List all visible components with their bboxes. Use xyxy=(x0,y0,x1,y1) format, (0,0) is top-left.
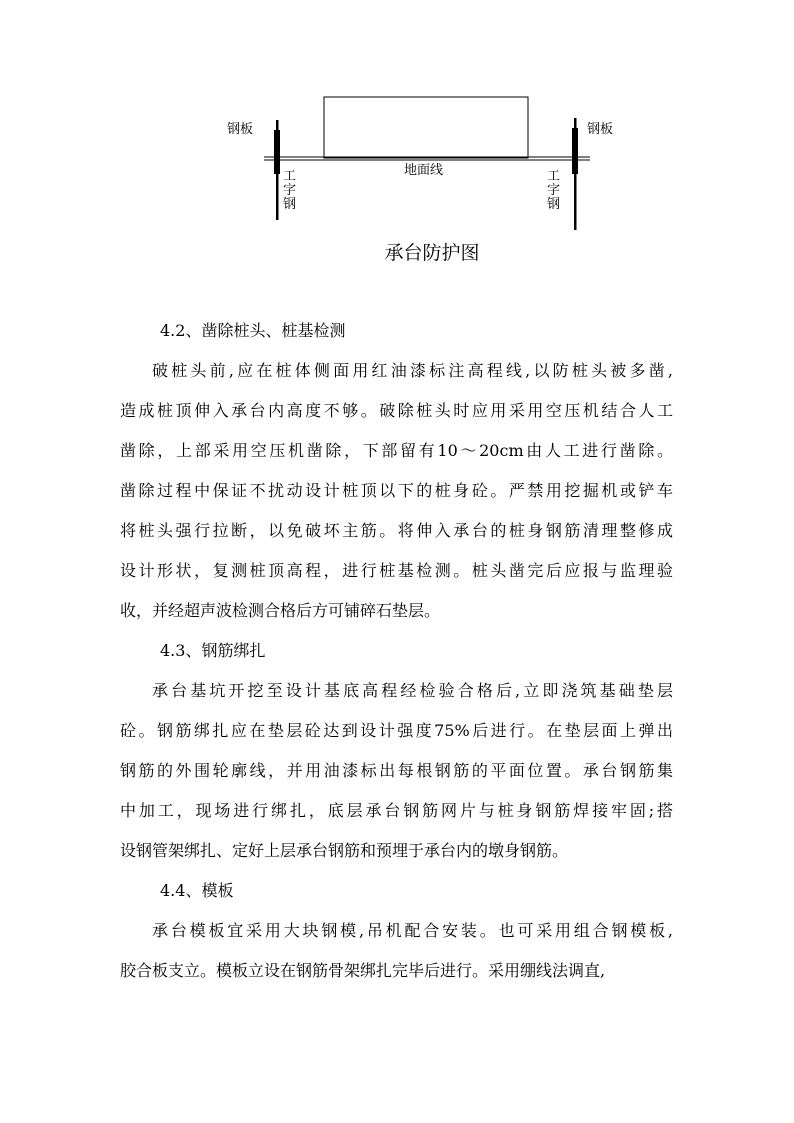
paragraph-line: 设钢管架绑扎、定好上层承台钢筋和预埋于承台内的墩身钢筋。 xyxy=(120,841,569,860)
paragraph-line: 造成桩顶伸入承台内高度不够。破除桩头时应用采用空压机结合人工 xyxy=(120,401,673,420)
paragraph-line: 凿除，上部采用空压机凿除，下部留有10～20cm由人工进行凿除。 xyxy=(120,441,673,460)
section-heading: 4.2、凿除桩头、桩基检测 xyxy=(160,321,346,340)
section-heading: 4.4、模板 xyxy=(160,881,234,900)
section-paragraph xyxy=(120,671,673,871)
label-ground-line: 地面线 xyxy=(404,163,444,178)
label-steel-plate-left: 钢板 xyxy=(227,122,254,137)
section-heading: 4.3、钢筋绑扎 xyxy=(160,641,266,660)
label-steel-plate-right: 钢板 xyxy=(587,122,614,137)
i-beam-right xyxy=(574,118,577,230)
label-i-beam-right: 工字钢 xyxy=(547,169,561,212)
paragraph-line: 承台基坑开挖至设计基底高程经检验合格后,立即浇筑基础垫层 xyxy=(152,681,673,700)
paragraph-line: 砼。钢筋绑扎应在垫层砼达到设计强度75%后进行。在垫层面上弹出 xyxy=(120,721,673,740)
paragraph-line: 破桩头前,应在桩体侧面用红油漆标注高程线,以防桩头被多凿, xyxy=(152,361,673,380)
diagram-caption: 承台防护图 xyxy=(384,242,480,264)
paragraph-line: 将桩头强行拉断，以免破坏主筋。将伸入承台的桩身钢筋清理整修成 xyxy=(120,521,673,540)
paragraph-line: 钢筋的外围轮廓线，并用油漆标出每根钢筋的平面位置。承台钢筋集 xyxy=(120,761,673,780)
section-paragraph xyxy=(120,351,673,631)
paragraph-line: 中加工，现场进行绑扎，底层承台钢筋网片与桩身钢筋焊接牢固;搭 xyxy=(120,801,673,820)
document-body xyxy=(120,311,673,991)
pile-cap-protection-diagram xyxy=(0,0,794,240)
pile-cap-block xyxy=(324,97,528,158)
paragraph-line: 凿除过程中保证不扰动设计桩顶以下的桩身砼。严禁用挖掘机或铲车 xyxy=(120,481,673,500)
paragraph-line: 设计形状，复测桩顶高程，进行桩基检测。桩头凿完后应报与监理验 xyxy=(120,561,673,580)
i-beam-left xyxy=(276,120,279,220)
paragraph-line: 承台模板宜采用大块钢模,吊机配合安装。也可采用组合钢模板, xyxy=(152,921,673,940)
paragraph-line: 胶合板支立。模板立设在钢筋骨架绑扎完毕后进行。采用绷线法调直, xyxy=(120,961,606,980)
paragraph-line: 收，并经超声波检测合格后方可铺碎石垫层。 xyxy=(120,601,441,620)
label-i-beam-left: 工字钢 xyxy=(283,169,297,212)
section-paragraph xyxy=(120,911,673,991)
